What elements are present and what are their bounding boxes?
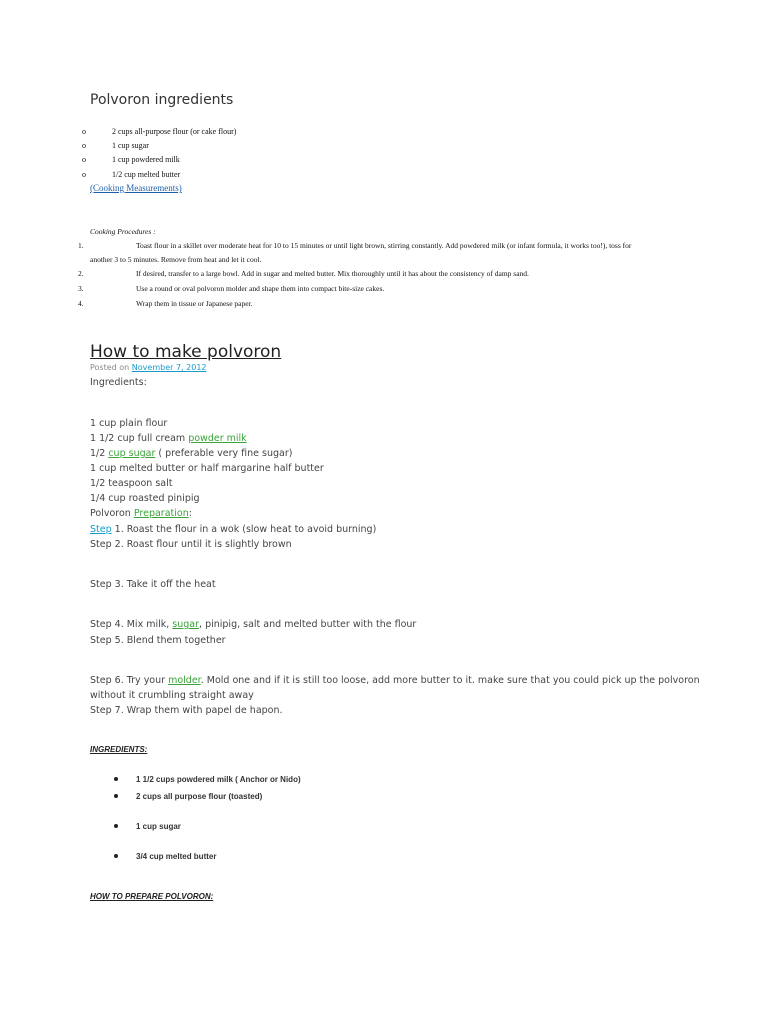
preparation-text: Polvoron — [90, 508, 131, 519]
cooking-measurements-link[interactable]: (Cooking Measurements) — [90, 183, 182, 193]
step-line: without it crumbling straight away — [90, 690, 254, 701]
step-text: , pinipig, salt and melted butter with the flour — [199, 619, 417, 630]
step-text: 1. Roast the flour in a wok (slow heat to avoid burning) — [114, 524, 377, 535]
page-title: Polvoron ingredients — [90, 92, 234, 108]
bullet-icon — [114, 824, 118, 828]
step-text: . Mold one and if it is still too loose, add more butter to it. make sure that you could pick up the polvoron — [200, 675, 700, 686]
sugar-link[interactable]: sugar — [172, 619, 200, 630]
step-text: Step 6. Try your — [90, 675, 166, 686]
step-line — [90, 619, 416, 630]
step-line: Step 5. Blend them together — [90, 635, 226, 646]
ingredient-item: 3/4 cup melted butter — [136, 852, 217, 861]
powder-milk-link[interactable]: powder milk — [188, 433, 247, 444]
bullet-icon — [114, 794, 118, 798]
bullet-icon: o — [82, 127, 86, 136]
cup-sugar-link[interactable]: cup sugar — [108, 448, 156, 459]
ingredient-line: 1/4 cup roasted pinipig — [90, 493, 200, 504]
ingredient-item: 1 1/2 cups powdered milk ( Anchor or Nido) — [136, 775, 301, 784]
procedure-number: 1. — [78, 241, 84, 250]
ingredient-text: ( preferable very fine sugar) — [158, 448, 293, 459]
preparation-colon: : — [188, 508, 192, 519]
ingredient-text: 1 1/2 cup full cream — [90, 433, 186, 444]
article-title[interactable]: How to make polvoron — [90, 342, 282, 362]
step-line — [90, 675, 700, 686]
posted-prefix: Posted on — [90, 363, 130, 372]
ingredient-text: 1 cup powdered milk — [112, 155, 180, 164]
bullet-icon — [114, 854, 118, 858]
ingredient-line: 1/2 teaspoon salt — [90, 478, 173, 489]
preparation-line — [90, 508, 192, 519]
bullet-icon — [114, 777, 118, 781]
bullet-icon: o — [82, 170, 86, 179]
step-line: Step 2. Roast flour until it is slightly brown — [90, 539, 292, 550]
ingredient-text: 1/2 — [90, 448, 106, 459]
procedure-number: 4. — [78, 299, 84, 308]
step-line: Step 7. Wrap them with papel de hapon. — [90, 705, 283, 716]
ingredient-text: 2 cups all-purpose flour (or cake flour) — [112, 127, 237, 136]
step-link[interactable]: Step — [90, 524, 112, 535]
molder-link[interactable]: molder — [168, 675, 201, 686]
ingredient-item: 1 cup sugar — [136, 822, 181, 831]
list-item — [0, 155, 768, 167]
ingredients-label: Ingredients: — [90, 377, 147, 388]
list-item — [0, 170, 768, 182]
procedure-text: another 3 to 5 minutes. Remove from heat and let it cool. — [90, 255, 262, 264]
ingredients-header: INGREDIENTS: — [90, 745, 148, 754]
ingredient-text: 1 cup sugar — [112, 141, 149, 150]
list-item — [0, 141, 768, 153]
procedure-text: Use a round or oval polvoron molder and shape them into compact bite-size cakes. — [136, 284, 385, 293]
procedure-number: 3. — [78, 284, 84, 293]
ingredient-line — [90, 448, 292, 459]
posted-date-link[interactable]: November 7, 2012 — [131, 363, 207, 372]
bullet-icon: o — [82, 155, 86, 164]
step-text: Step 4. Mix milk, — [90, 619, 170, 630]
preparation-link[interactable]: Preparation — [133, 508, 189, 519]
procedure-text: Wrap them in tissue or Japanese paper. — [136, 299, 253, 308]
posted-line — [90, 363, 207, 372]
procedure-text: If desired, transfer to a large bowl. Add in sugar and melted butter. Mix thoroughly until it has about the consistency of damp sand. — [136, 269, 529, 278]
step-line — [90, 524, 376, 535]
list-item — [0, 127, 768, 139]
ingredient-text: 1/2 cup melted butter — [112, 170, 181, 179]
ingredient-item: 2 cups all purpose flour (toasted) — [136, 792, 263, 801]
prepare-header: HOW TO PREPARE POLVORON: — [90, 892, 214, 901]
step-line: Step 3. Take it off the heat — [90, 579, 216, 590]
ingredient-line: 1 cup plain flour — [90, 418, 168, 429]
ingredient-line — [90, 433, 247, 444]
procedures-label: Cooking Procedures : — [90, 227, 156, 236]
bullet-icon: o — [82, 141, 86, 150]
ingredient-line: 1 cup melted butter or half margarine half butter — [90, 463, 324, 474]
procedure-text: Toast flour in a skillet over moderate heat for 10 to 15 minutes or until light brown, stirring constantly. Add powdered milk (or infant formula, it works too!), toss for — [136, 241, 632, 250]
procedure-number: 2. — [78, 269, 84, 278]
